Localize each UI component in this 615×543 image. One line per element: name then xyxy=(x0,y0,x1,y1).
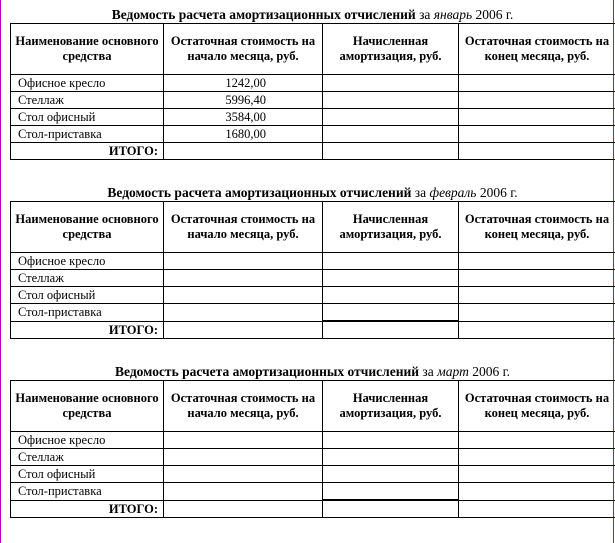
table-row xyxy=(11,432,615,449)
total-label: ИТОГО: xyxy=(11,500,164,518)
header-asset-name: Наименование основного средства xyxy=(11,24,164,75)
table-row xyxy=(11,287,615,304)
cell-asset-name[interactable]: Офисное кресло xyxy=(11,432,164,449)
statement-title xyxy=(10,364,615,380)
cell-depreciation[interactable] xyxy=(323,483,459,501)
statement-table xyxy=(10,380,615,518)
cell-start-value[interactable]: 3584,00 xyxy=(164,109,323,126)
title-year: 2006 г. xyxy=(475,7,514,22)
cell-depreciation[interactable] xyxy=(323,270,459,287)
statement-table xyxy=(10,23,615,160)
header-row xyxy=(11,202,615,253)
table-row xyxy=(11,92,615,109)
header-start-value: Остаточная стоимость на начало месяца, руб. xyxy=(164,202,323,253)
title-year: 2006 г. xyxy=(472,364,510,379)
table-row xyxy=(11,304,615,322)
cell-depreciation[interactable] xyxy=(323,92,459,109)
cell-depreciation[interactable] xyxy=(323,287,459,304)
cell-total-end[interactable] xyxy=(459,500,615,518)
cell-start-value[interactable] xyxy=(164,287,323,304)
table-row xyxy=(11,466,615,483)
header-depreciation: Начисленная амортизация, руб. xyxy=(323,381,459,432)
statement-february xyxy=(10,185,615,339)
cell-end-value[interactable] xyxy=(459,449,615,466)
title-bold: Ведомость расчета амортизационных отчислений xyxy=(111,7,416,22)
cell-start-value[interactable] xyxy=(164,449,323,466)
cell-asset-name[interactable]: Стол-приставка xyxy=(11,483,164,501)
cell-depreciation[interactable] xyxy=(323,75,459,92)
title-month: февраль xyxy=(429,185,477,200)
cell-start-value[interactable] xyxy=(164,432,323,449)
total-row xyxy=(11,143,615,160)
cell-asset-name[interactable]: Стеллаж xyxy=(11,92,164,109)
cell-end-value[interactable] xyxy=(459,253,615,270)
statement-march xyxy=(10,364,615,518)
cell-end-value[interactable] xyxy=(459,483,615,501)
header-end-value: Остаточная стоимость на конец месяца, руб. xyxy=(459,24,615,75)
cell-depreciation[interactable] xyxy=(323,432,459,449)
cell-total-end[interactable] xyxy=(459,143,615,160)
statement-table xyxy=(10,201,615,339)
table-row xyxy=(11,483,615,501)
table-row xyxy=(11,270,615,287)
cell-asset-name[interactable]: Офисное кресло xyxy=(11,75,164,92)
total-label: ИТОГО: xyxy=(11,321,164,339)
cell-depreciation[interactable] xyxy=(323,304,459,322)
cell-depreciation[interactable] xyxy=(323,466,459,483)
title-year: 2006 г. xyxy=(479,185,518,200)
table-row xyxy=(11,253,615,270)
cell-asset-name[interactable]: Стол офисный xyxy=(11,287,164,304)
cell-end-value[interactable] xyxy=(459,287,615,304)
title-bold: Ведомость расчета амортизационных отчислений xyxy=(107,185,412,200)
cell-depreciation[interactable] xyxy=(323,109,459,126)
table-row xyxy=(11,126,615,143)
cell-start-value[interactable]: 5996,40 xyxy=(164,92,323,109)
cell-start-value[interactable] xyxy=(164,466,323,483)
total-row xyxy=(11,321,615,339)
header-end-value: Остаточная стоимость на конец месяца, руб. xyxy=(459,202,615,253)
cell-end-value[interactable] xyxy=(459,126,615,143)
title-pre: за xyxy=(414,185,427,200)
header-depreciation: Начисленная амортизация, руб. xyxy=(323,202,459,253)
statement-title xyxy=(10,185,615,201)
cell-total-start[interactable] xyxy=(164,143,323,160)
cell-end-value[interactable] xyxy=(459,466,615,483)
page-edge-left xyxy=(0,0,1,543)
header-end-value: Остаточная стоимость на конец месяца, руб. xyxy=(459,381,615,432)
cell-depreciation[interactable] xyxy=(323,449,459,466)
cell-total-end[interactable] xyxy=(459,321,615,339)
total-label: ИТОГО: xyxy=(11,143,164,160)
total-row xyxy=(11,500,615,518)
cell-end-value[interactable] xyxy=(459,304,615,322)
cell-start-value[interactable] xyxy=(164,270,323,287)
header-depreciation: Начисленная амортизация, руб. xyxy=(323,24,459,75)
cell-total-start[interactable] xyxy=(164,500,323,518)
statement-title xyxy=(10,7,615,23)
cell-asset-name[interactable]: Стол офисный xyxy=(11,109,164,126)
cell-start-value[interactable] xyxy=(164,483,323,501)
header-asset-name: Наименование основного средства xyxy=(11,202,164,253)
title-bold: Ведомость расчета амортизационных отчислений xyxy=(115,364,420,379)
cell-asset-name[interactable]: Стеллаж xyxy=(11,449,164,466)
cell-asset-name[interactable]: Стол офисный xyxy=(11,466,164,483)
cell-depreciation[interactable] xyxy=(323,126,459,143)
cell-asset-name[interactable]: Офисное кресло xyxy=(11,253,164,270)
cell-end-value[interactable] xyxy=(459,75,615,92)
title-month: март xyxy=(437,364,469,379)
title-pre: за xyxy=(422,364,434,379)
cell-start-value[interactable]: 1242,00 xyxy=(164,75,323,92)
header-row xyxy=(11,381,615,432)
cell-asset-name[interactable]: Стол-приставка xyxy=(11,304,164,322)
cell-total-depreciation[interactable] xyxy=(323,500,459,518)
cell-end-value[interactable] xyxy=(459,432,615,449)
cell-total-start[interactable] xyxy=(164,321,323,339)
cell-start-value[interactable]: 1680,00 xyxy=(164,126,323,143)
header-start-value: Остаточная стоимость на начало месяца, руб. xyxy=(164,24,323,75)
statement-january xyxy=(10,7,615,160)
cell-total-depreciation[interactable] xyxy=(323,143,459,160)
title-pre: за xyxy=(419,7,431,22)
table-row xyxy=(11,449,615,466)
cell-asset-name[interactable]: Стол-приставка xyxy=(11,126,164,143)
cell-start-value[interactable] xyxy=(164,253,323,270)
cell-end-value[interactable] xyxy=(459,109,615,126)
cell-total-depreciation[interactable] xyxy=(323,321,459,339)
cell-end-value[interactable] xyxy=(459,270,615,287)
cell-end-value[interactable] xyxy=(459,92,615,109)
table-row xyxy=(11,109,615,126)
header-row xyxy=(11,24,615,75)
table-row xyxy=(11,75,615,92)
header-asset-name: Наименование основного средства xyxy=(11,381,164,432)
cell-start-value[interactable] xyxy=(164,304,323,322)
cell-depreciation[interactable] xyxy=(323,253,459,270)
header-start-value: Остаточная стоимость на начало месяца, руб. xyxy=(164,381,323,432)
title-month: январь xyxy=(433,7,473,22)
cell-asset-name[interactable]: Стеллаж xyxy=(11,270,164,287)
